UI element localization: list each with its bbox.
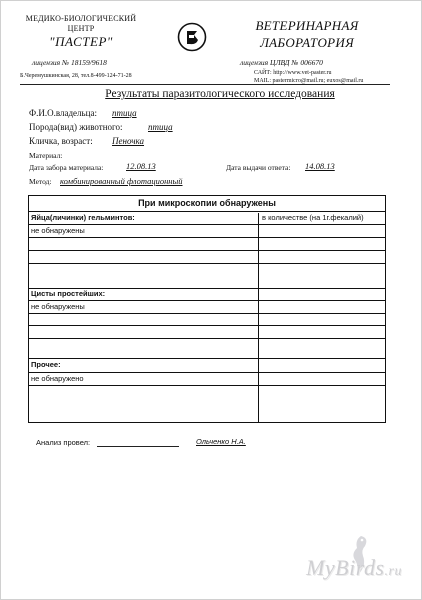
cysts-result: не обнаружены: [31, 302, 85, 311]
signature-name: Ольченко Н.А.: [196, 437, 246, 446]
signature-label: Анализ провел:: [36, 438, 91, 447]
site-link[interactable]: САЙТ: http://www.vet-paster.ru: [254, 70, 332, 76]
table-rule: [29, 250, 385, 251]
header-divider: [20, 84, 390, 85]
contacts-block: [254, 69, 363, 85]
method-value: комбинированный флотационный: [60, 176, 183, 186]
nickname-value: Пеночка: [112, 136, 145, 146]
table-rule: [29, 263, 385, 264]
results-table: [28, 195, 386, 423]
eggs-header: Яйца(личинки) гельминтов:: [31, 213, 135, 222]
collect-date-value: 12.08.13: [126, 161, 156, 171]
license-right: лицензия ЦЛВД № 006670: [240, 58, 323, 67]
table-rule: [29, 385, 385, 386]
site-watermark: [306, 555, 402, 581]
table-rule: [29, 338, 385, 339]
owner-label: Ф.И.О.владельца:: [29, 108, 97, 118]
table-rule: [29, 300, 385, 301]
lab-name-block: [248, 17, 366, 51]
clinic-line-2: ЦЕНТР: [67, 24, 95, 33]
breed-label: Порода(вид) животного:: [29, 122, 123, 132]
material-label: Материал:: [29, 151, 63, 160]
clinic-name: "ПАСТЕР": [49, 34, 113, 49]
table-rule: [29, 237, 385, 238]
table-rule: [29, 313, 385, 314]
watermark-text: MyBirds: [306, 555, 385, 580]
eggs-result: не обнаружены: [31, 226, 85, 235]
document-title: Результаты паразитологического исследования: [105, 88, 335, 100]
table-column-divider: [258, 213, 259, 423]
watermark-suffix: .ru: [384, 564, 402, 579]
clinic-line-1: МЕДИКО-БИОЛОГИЧЕСКИЙ: [25, 14, 137, 23]
table-rule: [29, 325, 385, 326]
owner-value: птица: [112, 108, 137, 118]
issue-date-label: Дата выдачи ответа:: [226, 163, 291, 172]
nickname-label: Кличка, возраст:: [29, 136, 93, 146]
mail-link[interactable]: MAIL: pastermicro@mail.ru; euxos@mail.ru: [254, 78, 364, 84]
table-rule: [29, 358, 385, 359]
issue-date-value: 14.08.13: [305, 161, 335, 171]
signature-line: [97, 446, 179, 447]
lab-logo-icon: [177, 22, 207, 52]
table-rule: [29, 372, 385, 373]
other-result: не обнаружено: [31, 374, 84, 383]
license-left: лицензия № 18159/9618: [32, 58, 107, 67]
quantity-header: в количестве (на 1г.фекалий): [262, 213, 364, 222]
collect-date-label: Дата забора материала:: [29, 163, 104, 172]
clinic-name-block: [22, 14, 140, 50]
address: Б.Черемушкинская, 28, тел.8-499-124-71-28: [20, 73, 132, 79]
table-rule: [29, 211, 385, 212]
lab-line-1: ВЕТЕРИНАРНАЯ: [255, 18, 359, 33]
method-label: Метод:: [29, 177, 52, 186]
breed-value: птица: [148, 122, 173, 132]
cysts-header: Цисты простейших:: [31, 289, 106, 298]
other-header: Прочее:: [31, 360, 61, 369]
table-rule: [29, 224, 385, 225]
lab-line-2: ЛАБОРАТОРИЯ: [260, 35, 354, 50]
table-header: При микроскопии обнаружены: [138, 198, 276, 208]
